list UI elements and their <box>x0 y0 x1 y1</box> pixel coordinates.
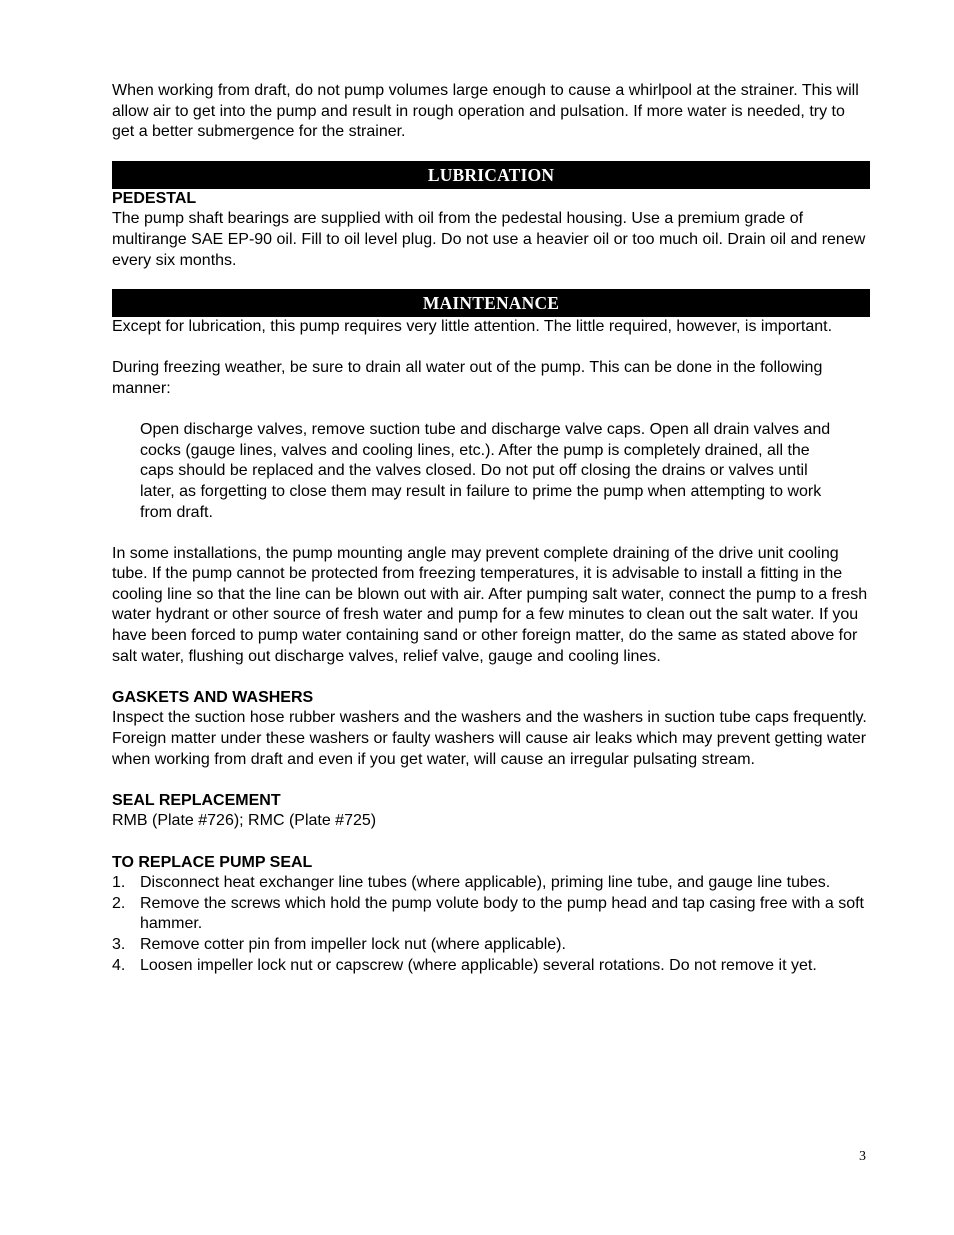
gaskets-heading: GASKETS AND WASHERS <box>112 688 314 706</box>
drain-instructions: Open discharge valves, remove suction tube and discharge valve caps. Open all drain valves and cocks (gauge lines, valves and cooling lines, etc.). After the pump is completely drained, all the caps should be replaced and the valves closed. Do not put off closing the drains or valves until later, as forgetting to close them may result in failure to prime the pump when attempting to work from draft. <box>140 421 831 521</box>
gaskets-paragraph: Inspect the suction hose rubber washers and the washers and the washers in suction tube caps frequently. Foreign matter under these washers or faulty washers will cause air leaks which may prevent getting water when working from draft and even if you get water, will cause an irregular pulsating stream. <box>112 709 867 768</box>
step-number: 1. <box>112 874 126 892</box>
maintenance-paragraph-1: Except for lubrication, this pump requires very little attention. The little required, however, is important. <box>112 318 833 336</box>
intro-paragraph: When working from draft, do not pump volumes large enough to cause a whirlpool at the strainer. This will allow air to get into the pump and result in rough operation and pulsation. If more water is needed, try to get a better submergence for the strainer. <box>112 82 859 141</box>
step-text: Remove cotter pin from impeller lock nut (where applicable). <box>140 935 566 953</box>
step-text: Loosen impeller lock nut or capscrew (where applicable) several rotations. Do not remove it yet. <box>140 956 817 974</box>
list-item <box>112 935 870 956</box>
maintenance-paragraph-3: In some installations, the pump mounting angle may prevent complete draining of the drive unit cooling tube. If the pump cannot be protected from freezing temperatures, it is advisable to install a fitting in the cooling line so that the line can be blown out with air. After pumping salt water, connect the pump to a fresh water hydrant or other source of fresh water and pump for a few minutes to clean out the salt water. If you have been forced to pump water containing sand or other foreign matter, do the same as stated above for salt water, flushing out discharge valves, relief valve, gauge and cooling lines. <box>112 544 868 665</box>
replace-seal-steps <box>112 873 870 976</box>
pedestal-paragraph: The pump shaft bearings are supplied with oil from the pedestal housing. Use a premium grade of multirange SAE EP-90 oil. Fill to oil level plug. Do not use a heavier oil or too much oil. Drain oil and renew every six months. <box>112 210 866 269</box>
step-number: 4. <box>112 956 126 974</box>
lubrication-banner: LUBRICATION <box>112 161 870 189</box>
list-item <box>112 956 870 977</box>
seal-heading: SEAL REPLACEMENT <box>112 791 281 809</box>
maintenance-banner: MAINTENANCE <box>112 289 870 317</box>
step-number: 2. <box>112 894 126 912</box>
step-number: 3. <box>112 935 126 953</box>
replace-seal-heading: TO REPLACE PUMP SEAL <box>112 853 313 871</box>
step-text: Remove the screws which hold the pump volute body to the pump head and tap casing free with a soft hammer. <box>140 894 864 933</box>
step-text: Disconnect heat exchanger line tubes (where applicable), priming line tube, and gauge line tubes. <box>140 874 831 892</box>
list-item <box>112 894 870 935</box>
pedestal-heading: PEDESTAL <box>112 189 197 207</box>
list-item <box>112 873 870 894</box>
page-number: 3 <box>859 1149 866 1164</box>
maintenance-paragraph-2: During freezing weather, be sure to drain all water out of the pump. This can be done in the following manner: <box>112 359 823 397</box>
page-content <box>112 81 870 976</box>
seal-paragraph: RMB (Plate #726); RMC (Plate #725) <box>112 812 377 830</box>
